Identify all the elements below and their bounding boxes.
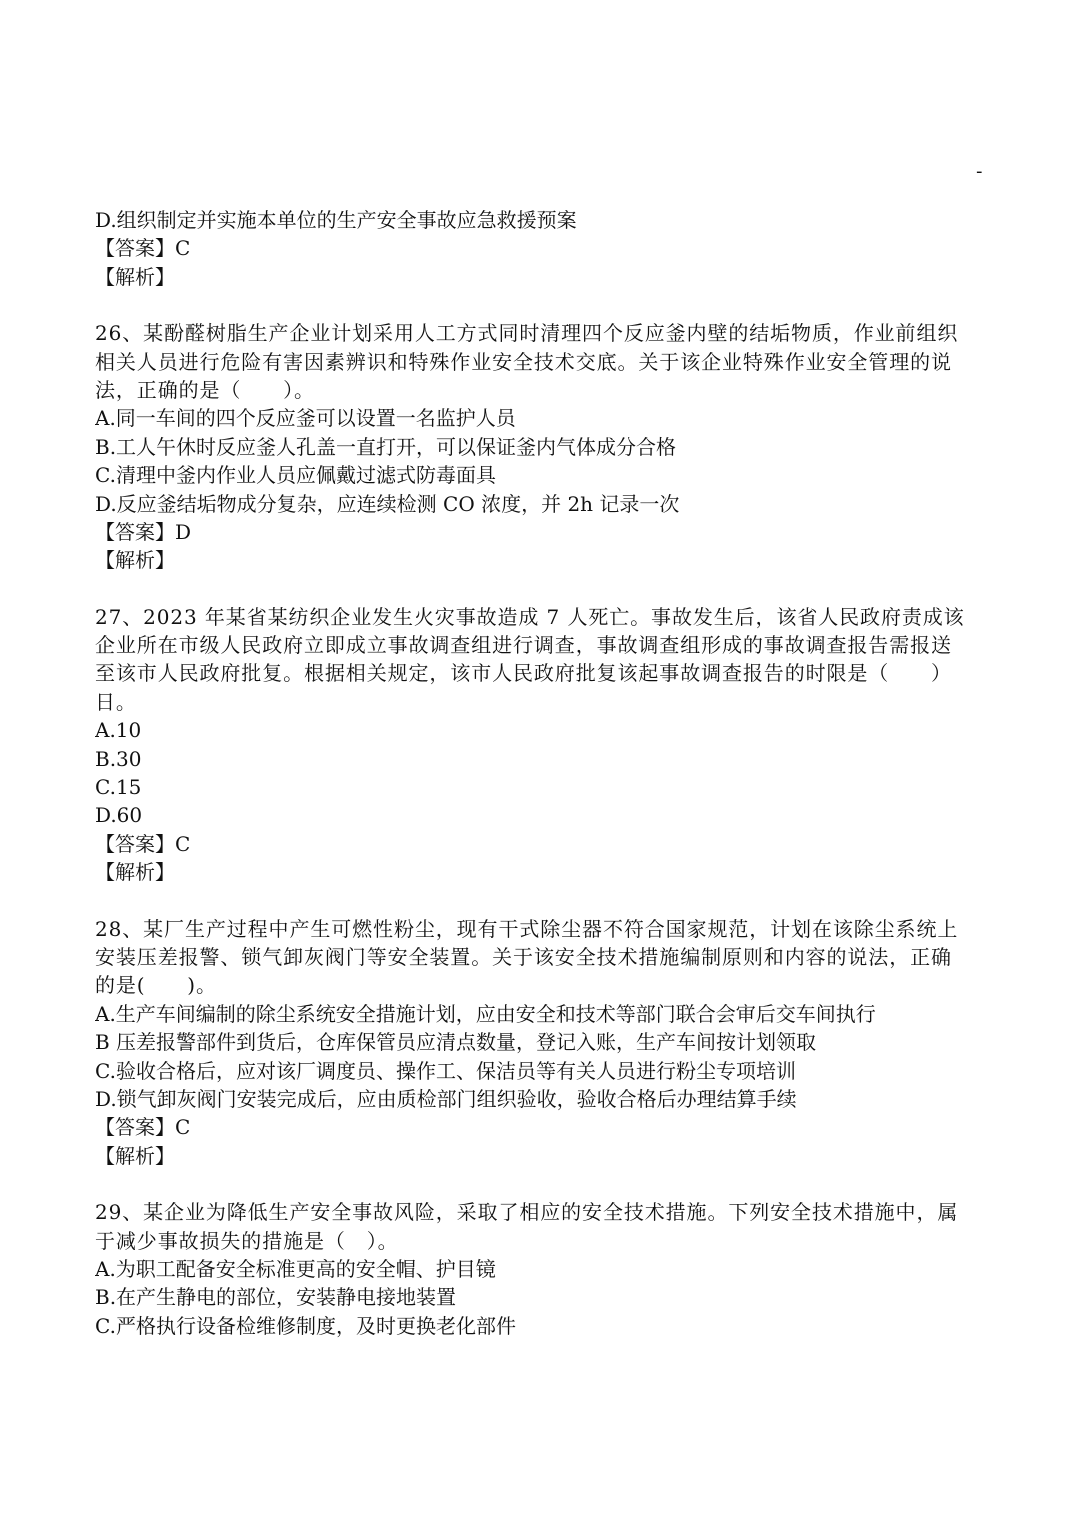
- option-c: C.15: [95, 775, 142, 800]
- page-header-mark: -: [976, 161, 983, 182]
- question-stem-line: 安装压差报警、锁气卸灰阀门等安全装置。关于该安全技术措施编制原则和内容的说法，正确: [95, 944, 952, 969]
- document-page: [95, 206, 985, 1340]
- option-a: A.同一车间的四个反应釜可以设置一名监护人员: [95, 406, 516, 431]
- analysis-line: 【解析】: [95, 1143, 175, 1168]
- question-stem-line: 27、2023 年某省某纺织企业发生火灾事故造成 7 人死亡。事故发生后，该省人民政府责成该: [95, 604, 965, 629]
- option-b: B.工人午休时反应釜人孔盖一直打开，可以保证釜内气体成分合格: [95, 434, 677, 459]
- answer-line: 【答案】C: [95, 236, 191, 261]
- question-stem-line: 企业所在市级人民政府立即成立事故调查组进行调查，事故调查组形成的事故调查报告需报送: [95, 633, 952, 658]
- option-b: B.30: [95, 746, 142, 771]
- option-b: B.在产生静电的部位，安装静电接地装置: [95, 1285, 457, 1310]
- question-stem-line: 29、某企业为降低生产安全事故风险，采取了相应的安全技术措施。下列安全技术措施中，属: [95, 1200, 959, 1225]
- answer-line: 【答案】C: [95, 831, 191, 856]
- option-d: D.反应釜结垢物成分复杂，应连续检测 CO 浓度，并 2h 记录一次: [95, 491, 680, 516]
- question-stem-line: 相关人员进行危险有害因素辨识和特殊作业安全技术交底。关于该企业特殊作业安全管理的说: [95, 349, 952, 374]
- option-c: C.严格执行设备检维修制度，及时更换老化部件: [95, 1313, 516, 1338]
- analysis-line: 【解析】: [95, 860, 175, 885]
- analysis-line: 【解析】: [95, 548, 175, 573]
- option-c: C.验收合格后，应对该厂调度员、操作工、保洁员等有关人员进行粉尘专项培训: [95, 1058, 796, 1083]
- option-a: A.为职工配备安全标准更高的安全帽、护目镜: [95, 1256, 496, 1281]
- option-a: A.10: [95, 718, 142, 743]
- question-27: [95, 603, 985, 887]
- question-29: [95, 1198, 985, 1340]
- question-28: [95, 915, 985, 1171]
- question-stem-line: 法，正确的是（ ）。: [95, 377, 315, 402]
- option-c: C.清理中釜内作业人员应佩戴过滤式防毒面具: [95, 463, 496, 488]
- question-stem-line: 26、某酚醛树脂生产企业计划采用人工方式同时清理四个反应釜内壁的结垢物质，作业前组织: [95, 321, 959, 346]
- question-stem-line: 的是( )。: [95, 973, 217, 998]
- question-stem-line: 日。: [95, 689, 137, 714]
- answer-line: 【答案】C: [95, 1115, 191, 1140]
- question-stem-line: 至该市人民政府批复。根据相关规定，该市人民政府批复该起事故调查报告的时限是（ ）: [95, 661, 952, 686]
- option-d: D.锁气卸灰阀门安装完成后，应由质检部门组织验收，验收合格后办理结算手续: [95, 1086, 797, 1111]
- option-a: A.生产车间编制的除尘系统安全措施计划，应由安全和技术等部门联合会审后交车间执行: [95, 1001, 876, 1026]
- option-b: B 压差报警部件到货后，仓库保管员应清点数量，登记入账，生产车间按计划领取: [95, 1030, 817, 1055]
- question-25-tail: [95, 206, 985, 291]
- analysis-line: 【解析】: [95, 264, 175, 289]
- answer-line: 【答案】D: [95, 519, 192, 544]
- question-stem-line: 于减少事故损失的措施是（ ）。: [95, 1228, 399, 1253]
- question-stem-line: 28、某厂生产过程中产生可燃性粉尘，现有干式除尘器不符合国家规范，计划在该除尘系统上: [95, 916, 959, 941]
- question-26: [95, 319, 985, 575]
- option-d: D.组织制定并实施本单位的生产安全事故应急救援预案: [95, 208, 577, 232]
- option-d: D.60: [95, 803, 143, 828]
